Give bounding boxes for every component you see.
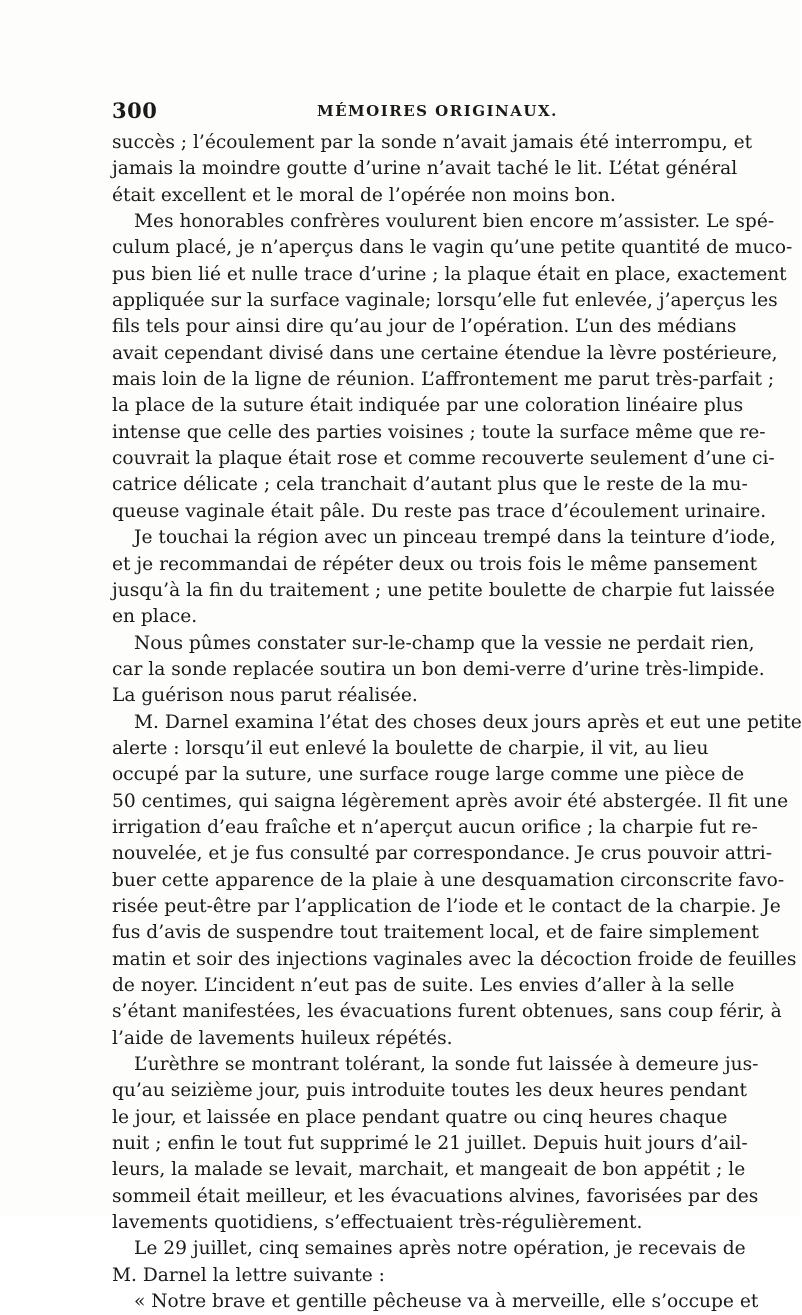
text-line: et je recommandai de répéter deux ou trois fois le même pansement <box>112 553 758 575</box>
text-line: Mes honorables confrères voulurent bien encore m’assister. Le spé- <box>134 211 775 233</box>
text-line: culum placé, je n’aperçus dans le vagin qu’une petite quantité de muco- <box>112 237 793 259</box>
text-line: sommeil était meilleur, et les évacuations alvines, favorisées par des <box>112 1185 759 1207</box>
text-line: pus bien lié et nulle trace d’urine ; la plaque était en place, exactement <box>112 263 787 285</box>
text-line: occupé par la suture, une surface rouge large comme une pièce de <box>112 764 745 786</box>
text-line: intense que celle des parties voisines ; toute la surface même que re- <box>112 421 766 443</box>
text-line: irrigation d’eau fraîche et n’aperçut aucun orifice ; la charpie fut re- <box>112 816 758 838</box>
text-line: matin et soir des injections vaginales avec la décoction froide de feuilles <box>112 948 797 970</box>
text-line: nouvelée, et je fus consulté par correspondance. Je crus pouvoir attri- <box>112 843 772 865</box>
text-line: fus d’avis de suspendre tout traitement local, et de faire simplement <box>112 922 759 944</box>
text-line: appliquée sur la surface vaginale; lorsqu’elle fut enlevée, j’aperçus les <box>112 290 778 312</box>
text-line: la place de la suture était indiquée par une coloration linéaire plus <box>112 395 744 417</box>
text-line: le jour, et laissée en place pendant quatre ou cinq heures chaque <box>112 1106 728 1128</box>
text-line: succès ; l’écoulement par la sonde n’avait jamais été interrompu, et <box>112 132 753 153</box>
page-number: 300 <box>112 98 158 123</box>
text-line: leurs, la malade se levait, marchait, et mangeait de bon appétit ; le <box>112 1159 746 1181</box>
running-title: MÉMOIRES ORIGINAUX. <box>317 102 558 120</box>
text-line: La guérison nous parut réalisée. <box>112 685 418 707</box>
text-line: risée peut-être par l’application de l’iode et le contact de la charpie. Je <box>112 895 781 917</box>
text-line: catrice délicate ; cela tranchait d’autant plus que le reste de la mu- <box>112 474 748 496</box>
text-line: l’aide de lavements huileux répétés. <box>112 1027 453 1049</box>
text-line: Je touchai la région avec un pinceau trempé dans la teinture d’iode, <box>134 527 776 549</box>
text-line: couvrait la plaque était rose et comme recouverte seulement d’une ci- <box>112 448 775 470</box>
text-line: lavements quotidiens, s’effectuaient très-régulièrement. <box>112 1212 643 1234</box>
page-header <box>112 98 692 128</box>
text-line: fils tels pour ainsi dire qu’au jour de l’opération. L’un des médians <box>112 316 737 338</box>
text-line: s’étant manifestées, les évacuations furent obtenues, sans coup férir, à <box>112 1001 782 1023</box>
text-line: qu’au seizième jour, puis introduite toutes les deux heures pendant <box>112 1080 747 1102</box>
text-line: car la sonde replacée soutira un bon demi-verre d’urine très-limpide. <box>112 658 765 680</box>
text-line: buer cette apparence de la plaie à une desquamation circonscrite favo- <box>112 869 785 891</box>
text-line: avait cependant divisé dans une certaine étendue la lèvre postérieure, <box>112 342 778 364</box>
text-line: queuse vaginale était pâle. Du reste pas trace d’écoulement urinaire. <box>112 500 767 522</box>
text-line: M. Darnel examina l’état des choses deux jours après et eut une petite <box>134 711 802 733</box>
text-line: 50 centimes, qui saigna légèrement après avoir été abstergée. Il fit une <box>112 790 789 812</box>
text-line: « Notre brave et gentille pêcheuse va à merveille, elle s’occupe et <box>134 1291 759 1313</box>
text-line: jusqu’à la fin du traitement ; une petite boulette de charpie fut laissée <box>112 579 775 601</box>
body-text <box>112 130 802 1315</box>
text-line: en place. <box>112 606 198 628</box>
text-line: L’urèthre se montrant tolérant, la sonde fut laissée à demeure jus- <box>134 1054 759 1076</box>
text-line: de noyer. L’incident n’eut pas de suite. Les envies d’aller à la selle <box>112 975 735 996</box>
text-line: Le 29 juillet, cinq semaines après notre opération, je recevais de <box>134 1238 746 1260</box>
text-line: alerte : lorsqu’il eut enlevé la boulette de charpie, il vit, au lieu <box>112 737 709 759</box>
text-line: mais loin de la ligne de réunion. L’affrontement me parut très-parfait ; <box>112 369 775 391</box>
text-line: nuit ; enfin le tout fut supprimé le 21 juillet. Depuis huit jours d’ail- <box>112 1133 748 1155</box>
text-line: était excellent et le moral de l’opérée non moins bon. <box>112 184 616 206</box>
text-line: M. Darnel la lettre suivante : <box>112 1264 385 1286</box>
text-line: Nous pûmes constater sur-le-champ que la vessie ne perdait rien, <box>134 632 755 654</box>
text-line: jamais la moindre goutte d’urine n’avait taché le lit. L’état général <box>112 158 738 180</box>
